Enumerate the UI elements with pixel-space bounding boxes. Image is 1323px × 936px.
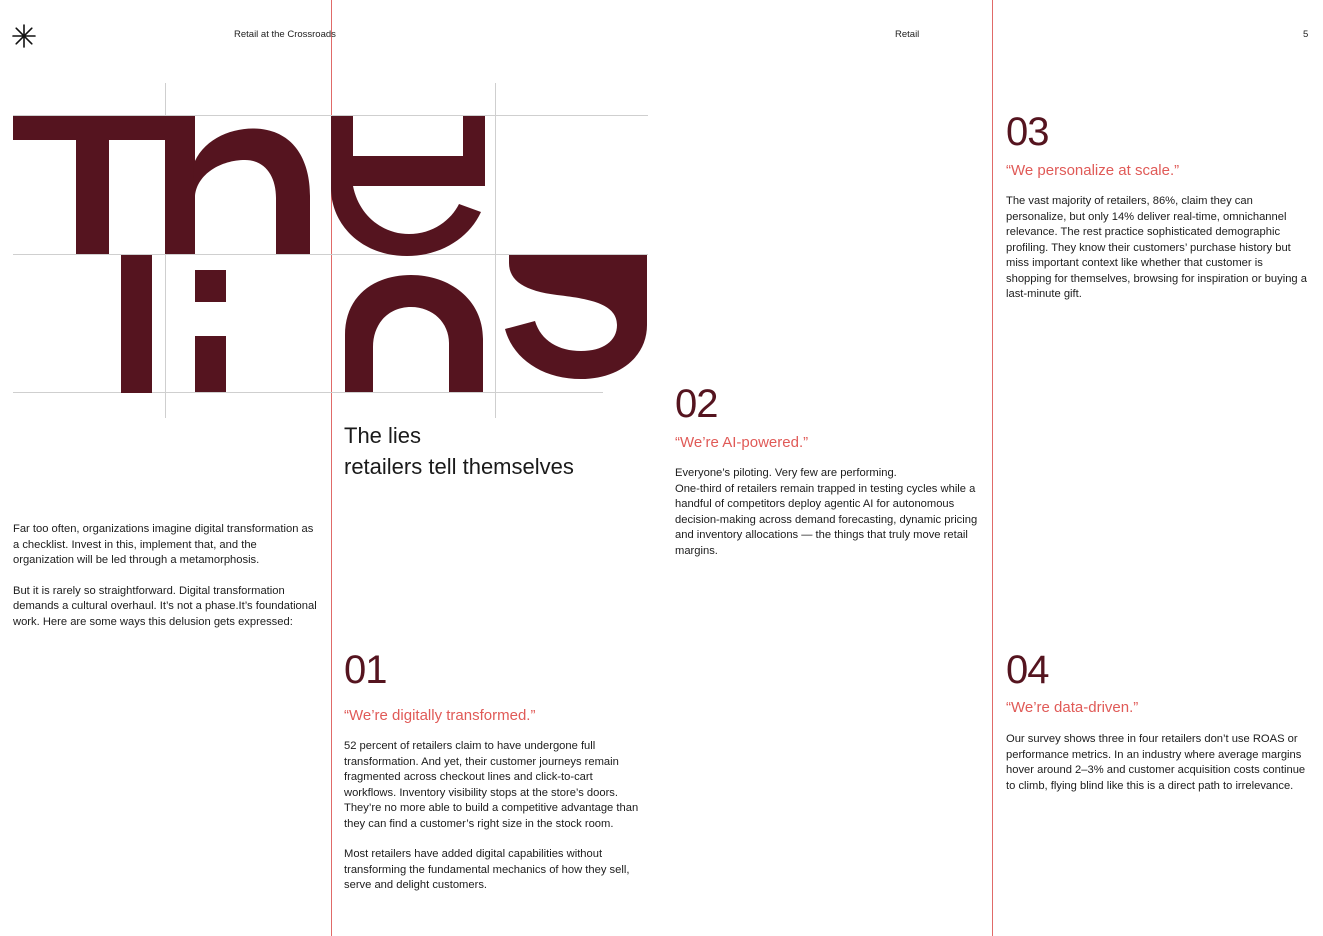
letter-e	[331, 116, 491, 256]
lie-block-02	[675, 384, 981, 559]
letter-h-arch	[165, 116, 315, 256]
intro-paragraph: Far too often, organizations imagine digital transformation as a checklist. Invest in this, implement that, and the organization will be led through a metamorphosis.	[13, 523, 314, 566]
letter-e-lower	[331, 255, 491, 395]
lie-quote: “We’re data-driven.”	[1006, 699, 1139, 716]
lie-block-03	[1006, 112, 1308, 318]
lie-body	[1006, 732, 1308, 794]
column-divider	[992, 0, 993, 936]
lie-block-01	[344, 650, 644, 909]
letter-t-stem	[76, 116, 109, 254]
lie-paragraph: Most retailers have added digital capabilities without transforming the fundamental mechanics of how they sell, serve and delight customers.	[344, 848, 630, 891]
letter-s	[495, 255, 655, 395]
asterisk-logo-icon	[12, 24, 36, 48]
lie-number: 04	[1006, 648, 1049, 692]
intro-paragraph: But it is rarely so straightforward. Digital transformation demands a cultural overhaul. It’s not a phase.It’s foundational work. Here are some ways this delusion gets expressed:	[13, 584, 317, 628]
lie-body	[675, 466, 981, 559]
lie-number: 03	[1006, 110, 1049, 154]
lie-number: 01	[344, 648, 387, 692]
lie-paragraph: One-third of retailers remain trapped in testing cycles while a handful of competitors deploy agentic AI for autonomous decision-making across demand forecasting, dynamic pricing and inventory allocations — the things that truly move retail margins.	[675, 482, 978, 557]
lie-block-04	[1006, 650, 1308, 809]
section-label: Retail	[895, 29, 920, 40]
hero-display-word	[0, 80, 660, 420]
lie-quote: “We’re digitally transformed.”	[344, 707, 536, 724]
lie-paragraph: Our survey shows three in four retailers don’t use ROAS or performance metrics. In an industry where average margins hover around 2–3% and customer acquisition costs continue to climb, flying blind like this is a direct path to irrelevance.	[1006, 733, 1306, 792]
page-title-line2: retailers tell themselves	[344, 454, 574, 479]
lie-paragraph: Everyone’s piloting. Very few are performing.	[675, 467, 897, 479]
letter-i-dot	[195, 270, 226, 302]
intro-text	[13, 522, 318, 645]
lie-number: 02	[675, 382, 718, 426]
publication-title: Retail at the Crossroads	[234, 29, 336, 40]
page-title-line1: The lies	[344, 423, 422, 448]
lie-body	[1006, 194, 1308, 303]
lie-quote: “We personalize at scale.”	[1006, 162, 1180, 179]
letter-i-stem	[195, 336, 226, 392]
letter-l	[121, 255, 152, 393]
lie-paragraph: 52 percent of retailers claim to have undergone full transformation. And yet, their customer journeys remain fragmented across checkout lines and click-to-cart workflows. Inventory visibility stops at the store’s doors. They’re no more able to build a competitive advantage than they can find a customer’s right size in the stock room.	[344, 740, 639, 830]
lie-body	[344, 739, 644, 894]
lie-quote: “We’re AI-powered.”	[675, 434, 809, 451]
lie-paragraph: The vast majority of retailers, 86%, claim they can personalize, but only 14% deliver real-time, omnichannel relevance. The rest practice sophisticated demographic profiling. They know their customers’ purchase history but miss important context like whether that customer is shopping for themselves, browsing for inspiration or buying a last-minute gift.	[1006, 195, 1307, 300]
page-number: 5	[1303, 29, 1309, 40]
page-title	[344, 420, 574, 482]
